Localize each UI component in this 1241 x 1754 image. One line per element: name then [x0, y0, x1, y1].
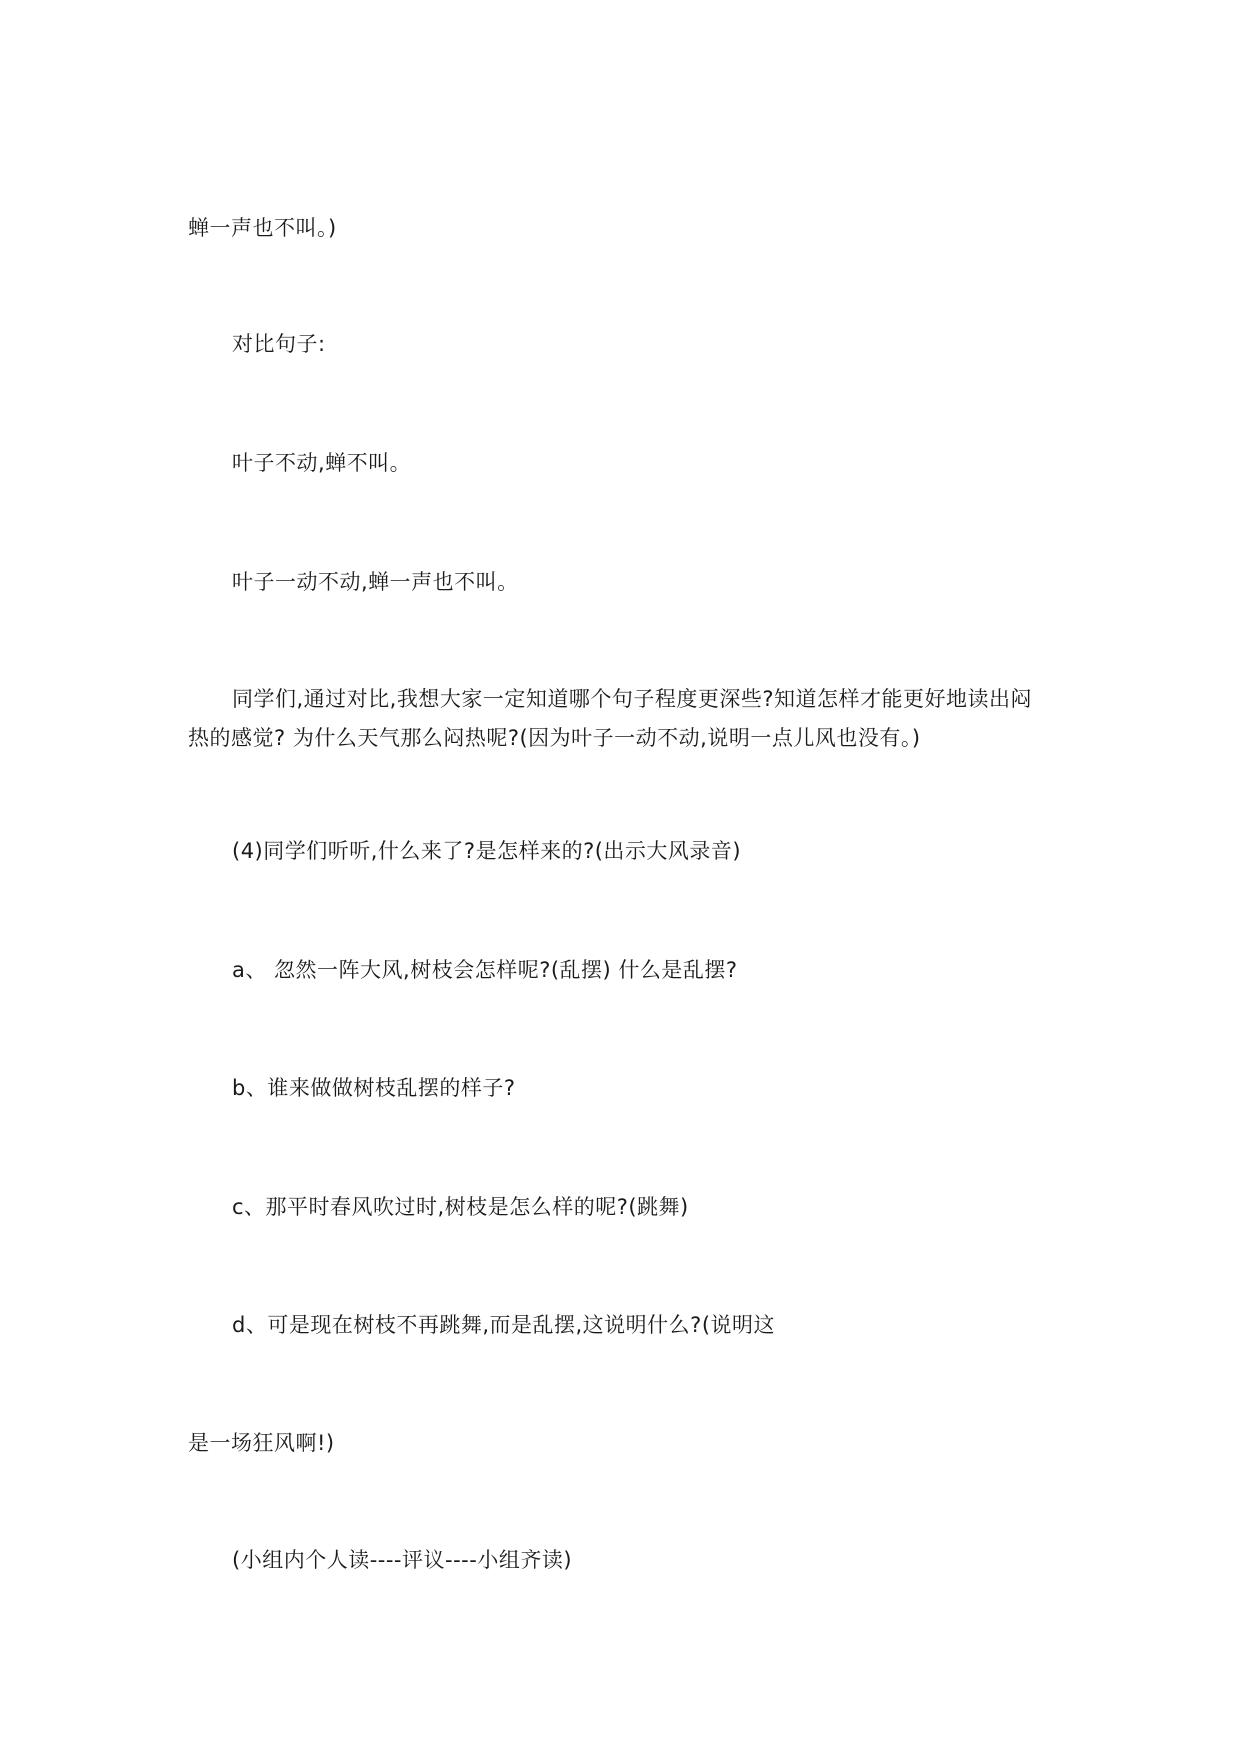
text-line: 是一场狂风啊!) [188, 1431, 335, 1455]
text-line: 蝉一声也不叫。) [188, 216, 337, 240]
text-line: 叶子一动不动,蝉一声也不叫。 [232, 570, 519, 594]
text-line: (4)同学们听听,什么来了?是怎样来的?(出示大风录音) [232, 839, 742, 863]
text-line: c、那平时春风吹过时,树枝是怎么样的呢?(跳舞) [232, 1195, 689, 1219]
text-line: 同学们,通过对比,我想大家一定知道哪个句子程度更深些?知道怎样才能更好地读出闷 [232, 687, 1032, 711]
text-line: a、 忽然一阵大风,树枝会怎样呢?(乱摆) 什么是乱摆? [232, 958, 738, 982]
text-line: d、可是现在树枝不再跳舞,而是乱摆,这说明什么?(说明这 [232, 1313, 776, 1337]
text-line: 叶子不动,蝉不叫。 [232, 451, 412, 475]
text-line: b、谁来做做树枝乱摆的样子? [232, 1076, 516, 1100]
text-line: 热的感觉? 为什么天气那么闷热呢?(因为叶子一动不动,说明一点儿风也没有。) [188, 726, 921, 750]
text-line: (小组内个人读----评议----小组齐读) [232, 1548, 573, 1572]
text-line: 对比句子: [232, 332, 326, 356]
